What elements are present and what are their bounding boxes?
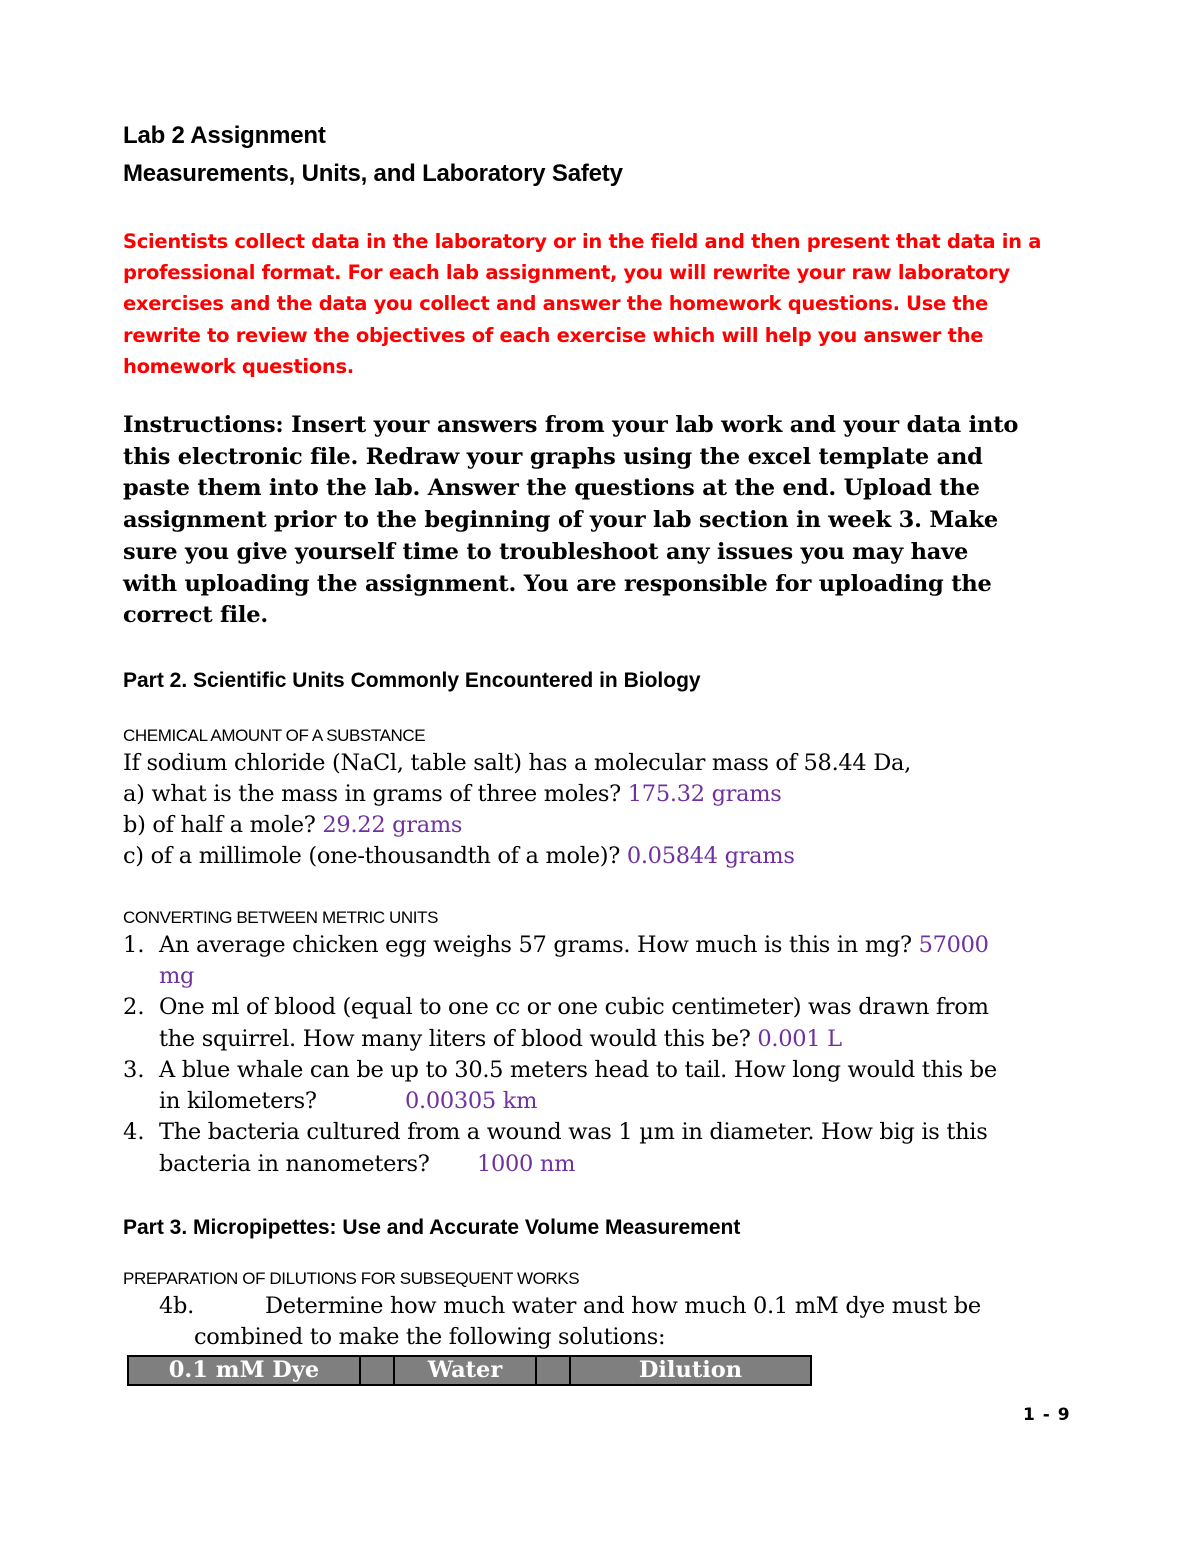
intro-paragraph bbox=[123, 226, 1083, 382]
question-a bbox=[123, 781, 782, 807]
converting-item-1-line2 bbox=[159, 963, 194, 989]
step-number: 4b. bbox=[159, 1293, 194, 1319]
instructions-line: paste them into the lab. Answer the questions at the end. Upload the bbox=[123, 475, 980, 502]
answer-text: 1000 nm bbox=[477, 1151, 576, 1177]
part2-heading: Part 2. Scientific Units Commonly Encountered in Biology bbox=[123, 669, 701, 692]
table-header-dye: 0.1 mM Dye bbox=[128, 1356, 360, 1385]
page-number: 1 - 9 bbox=[1023, 1405, 1071, 1425]
question-text: a) what is the mass in grams of three moles? bbox=[123, 781, 628, 807]
instructions-line: correct file. bbox=[123, 602, 268, 629]
converting-item-4-line1: The bacteria cultured from a wound was 1 µm in diameter. How big is this bbox=[159, 1119, 988, 1145]
converting-item-3-line1: A blue whale can be up to 30.5 meters head to tail. How long would this be bbox=[159, 1057, 997, 1083]
question-text: An average chicken egg weighs 57 grams. How much is this in mg? bbox=[159, 932, 919, 958]
answer-text: 0.00305 km bbox=[405, 1088, 538, 1114]
converting-item-1-line1 bbox=[159, 932, 989, 958]
answer-text: 0.05844 grams bbox=[626, 843, 795, 869]
converting-item-4-line2: bacteria in nanometers? bbox=[159, 1151, 430, 1177]
document-title: Lab 2 Assignment bbox=[123, 122, 326, 149]
document-subtitle: Measurements, Units, and Laboratory Safety bbox=[123, 160, 623, 187]
table-header-dilution: Dilution bbox=[570, 1356, 811, 1385]
intro-line: homework questions. bbox=[123, 354, 354, 378]
instructions-paragraph bbox=[123, 410, 1103, 632]
answer-text: 175.32 grams bbox=[627, 781, 782, 807]
converting-item-3-line2: in kilometers? bbox=[159, 1088, 317, 1114]
intro-line: exercises and the data you collect and answer the homework questions. Use the bbox=[123, 292, 988, 316]
intro-line: professional format. For each lab assignment, you will rewrite your raw laboratory bbox=[123, 261, 1010, 285]
question-b bbox=[123, 812, 462, 838]
list-number: 1. bbox=[123, 932, 145, 958]
converting-units-label: CONVERTING BETWEEN METRIC UNITS bbox=[123, 908, 439, 927]
question-c bbox=[123, 843, 795, 869]
part3-heading: Part 3. Micropipettes: Use and Accurate Volume Measurement bbox=[123, 1216, 741, 1239]
table-header-water: Water bbox=[394, 1356, 536, 1385]
nacl-prompt: If sodium chloride (NaCl, table salt) has a molecular mass of 58.44 Da, bbox=[123, 750, 912, 776]
question-text: b) of half a mole? bbox=[123, 812, 323, 838]
instructions-line: Instructions: Insert your answers from your lab work and your data into bbox=[123, 412, 1019, 438]
answer-text: 0.001 L bbox=[757, 1026, 842, 1052]
answer-text: mg bbox=[159, 963, 195, 989]
converting-item-2-line2 bbox=[159, 1026, 842, 1052]
step-line-2: combined to make the following solutions: bbox=[194, 1324, 666, 1350]
step-line-1: Determine how much water and how much 0.1 mM dye must be bbox=[265, 1293, 981, 1319]
dilution-table bbox=[127, 1355, 812, 1386]
table-header-row bbox=[128, 1356, 811, 1385]
converting-item-2-line1: One ml of blood (equal to one cc or one cubic centimeter) was drawn from bbox=[159, 994, 989, 1020]
question-text: c) of a millimole (one-thousandth of a mole)? bbox=[123, 843, 627, 869]
list-number: 4. bbox=[123, 1119, 145, 1145]
table-header-spacer bbox=[360, 1356, 394, 1385]
instructions-line: this electronic file. Redraw your graphs using the excel template and bbox=[123, 443, 983, 470]
instructions-line: sure you give yourself time to troubleshoot any issues you may have bbox=[123, 538, 969, 565]
table-header-spacer bbox=[536, 1356, 570, 1385]
instructions-line: with uploading the assignment. You are responsible for uploading the bbox=[123, 570, 992, 597]
list-number: 3. bbox=[123, 1057, 145, 1083]
question-text: the squirrel. How many liters of blood would this be? bbox=[159, 1026, 758, 1052]
intro-line: Scientists collect data in the laboratory or in the field and then present that data in a bbox=[123, 230, 1042, 253]
instructions-line: assignment prior to the beginning of your lab section in week 3. Make bbox=[123, 507, 998, 534]
answer-text: 29.22 grams bbox=[322, 812, 463, 838]
intro-line: rewrite to review the objectives of each exercise which will help you answer the bbox=[123, 323, 984, 347]
list-number: 2. bbox=[123, 994, 145, 1020]
chemical-amount-label: CHEMICAL AMOUNT OF A SUBSTANCE bbox=[123, 726, 426, 745]
answer-text: 57000 bbox=[918, 932, 989, 958]
dilutions-label: PREPARATION OF DILUTIONS FOR SUBSEQUENT WORKS bbox=[123, 1269, 580, 1288]
